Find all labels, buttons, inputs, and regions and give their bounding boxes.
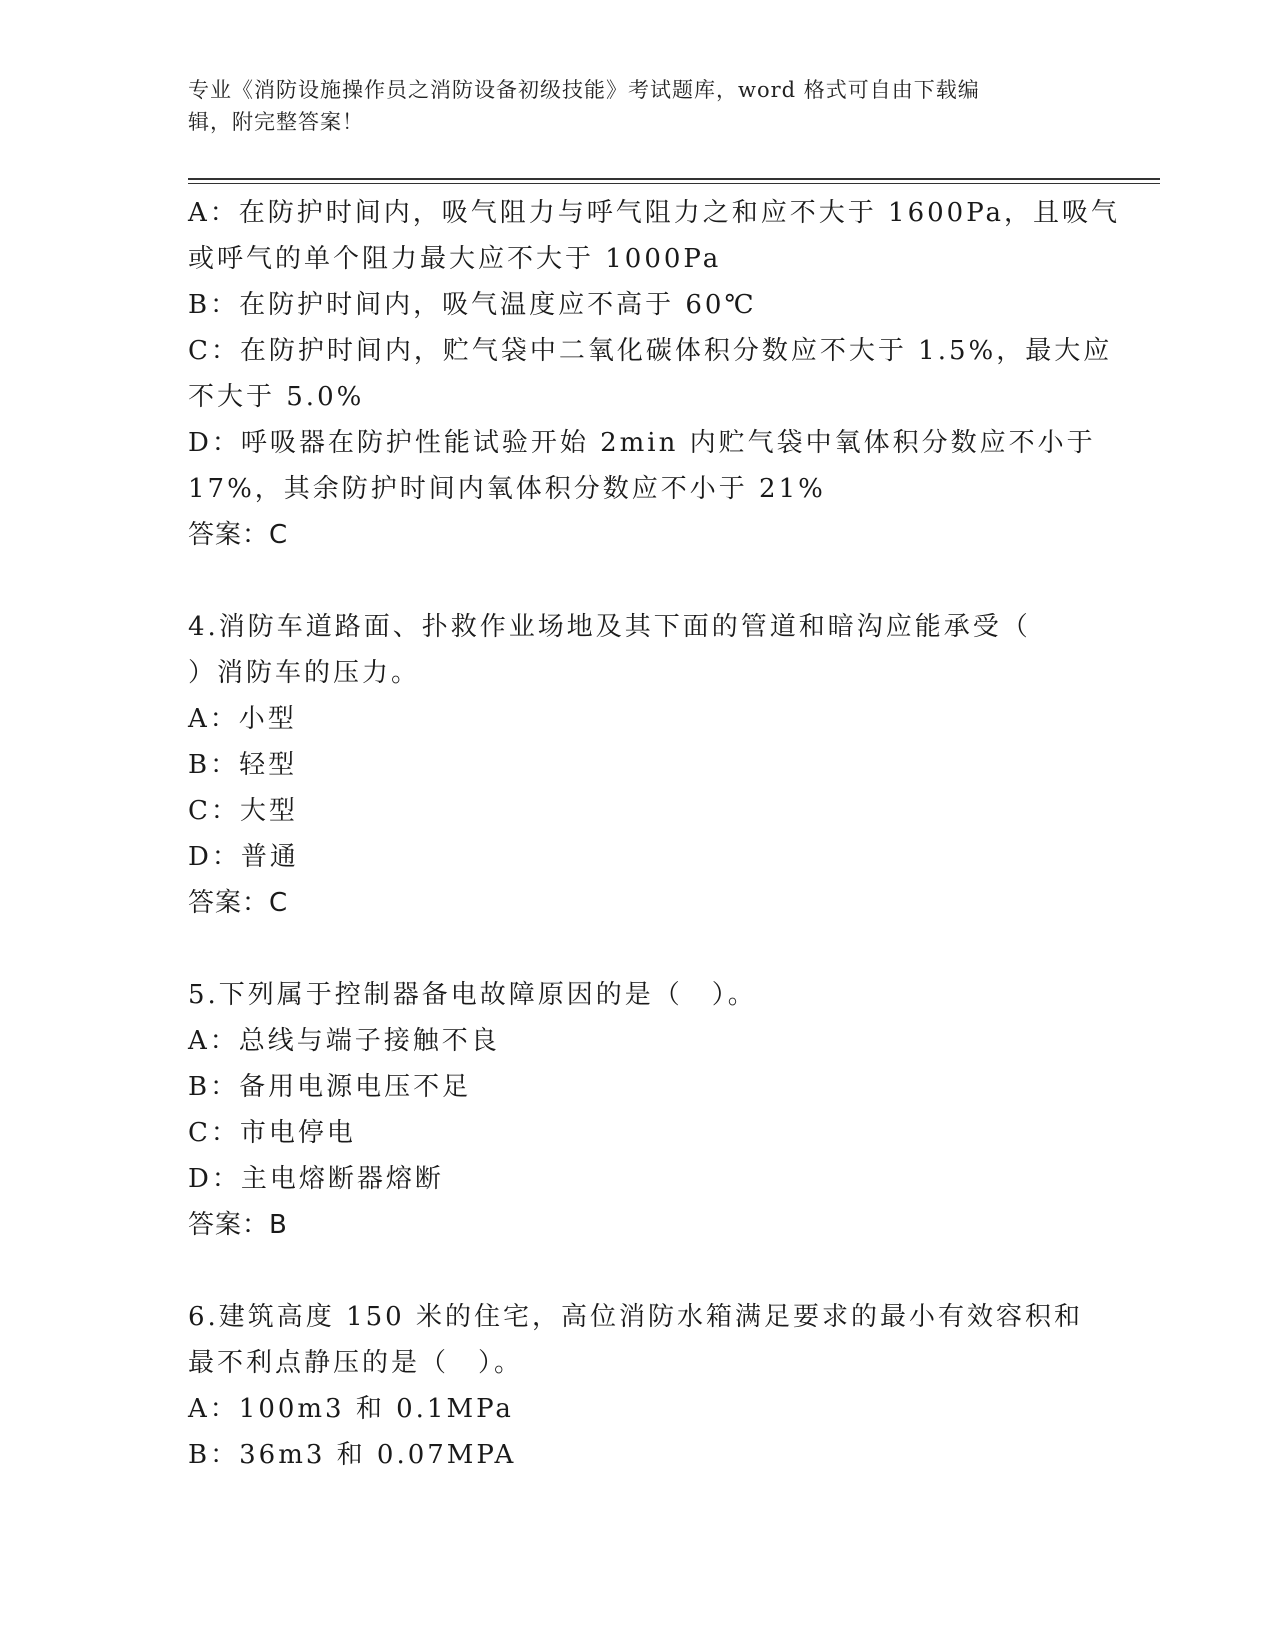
spacer [188,926,1088,972]
option-c: C：市电停电 [188,1118,356,1148]
option-b: B：轻型 [188,750,298,780]
header-line-1: 专业《消防设施操作员之消防设备初级技能》考试题库，word 格式可自由下载编 [188,78,980,102]
answer: 答案：B [188,1210,288,1240]
spacer [188,558,1088,604]
document-body [188,190,1121,1478]
answer: 答案：C [188,888,289,918]
question-stem-line-2: ）消防车的压力。 [188,658,421,688]
option-c-line-2: 不大于 5.0% [188,382,365,412]
option-b: B：备用电源电压不足 [188,1072,472,1102]
option-c-line-1: C：在防护时间内，贮气袋中二氧化碳体积分数应不大于 1.5%，最大应 [188,336,1113,366]
question-4 [188,604,1088,926]
question-3-options [188,190,1121,558]
header-divider-thick [188,178,1160,180]
option-a-line-2: 或呼气的单个阻力最大应不大于 1000Pa [188,244,722,274]
option-d: D：普通 [188,842,299,872]
answer: 答案：C [188,520,289,550]
question-5 [188,972,1088,1248]
option-a: A：总线与端子接触不良 [188,1026,500,1056]
question-stem-line-2: 最不利点静压的是（ ）。 [188,1348,524,1378]
option-d-line-1: D：呼吸器在防护性能试验开始 2min 内贮气袋中氧体积分数应不小于 [188,428,1096,458]
header-line-2: 辑，附完整答案！ [188,110,364,134]
question-6 [188,1294,1088,1478]
option-a-line-1: A：在防护时间内，吸气阻力与呼气阻力之和应不大于 1600Pa，且吸气 [188,198,1121,228]
question-stem-line-1: 6.建筑高度 150 米的住宅，高位消防水箱满足要求的最小有效容积和 [188,1302,1083,1332]
document-header [188,74,1088,138]
spacer [188,1248,1088,1294]
option-a: A：100m3 和 0.1MPa [188,1394,514,1424]
option-b: B：在防护时间内，吸气温度应不高于 60℃ [188,290,757,320]
option-d: D：主电熔断器熔断 [188,1164,444,1194]
question-stem-line-1: 4.消防车道路面、扑救作业场地及其下面的管道和暗沟应能承受（ [188,612,1031,642]
option-a: A：小型 [188,704,297,734]
header-divider-thin [188,183,1160,184]
option-b: B：36m3 和 0.07MPA [188,1440,517,1470]
option-c: C：大型 [188,796,298,826]
question-stem: 5.下列属于控制器备电故障原因的是（ ）。 [188,980,757,1010]
option-d-line-2: 17%，其余防护时间内氧体积分数应不小于 21% [188,474,826,504]
